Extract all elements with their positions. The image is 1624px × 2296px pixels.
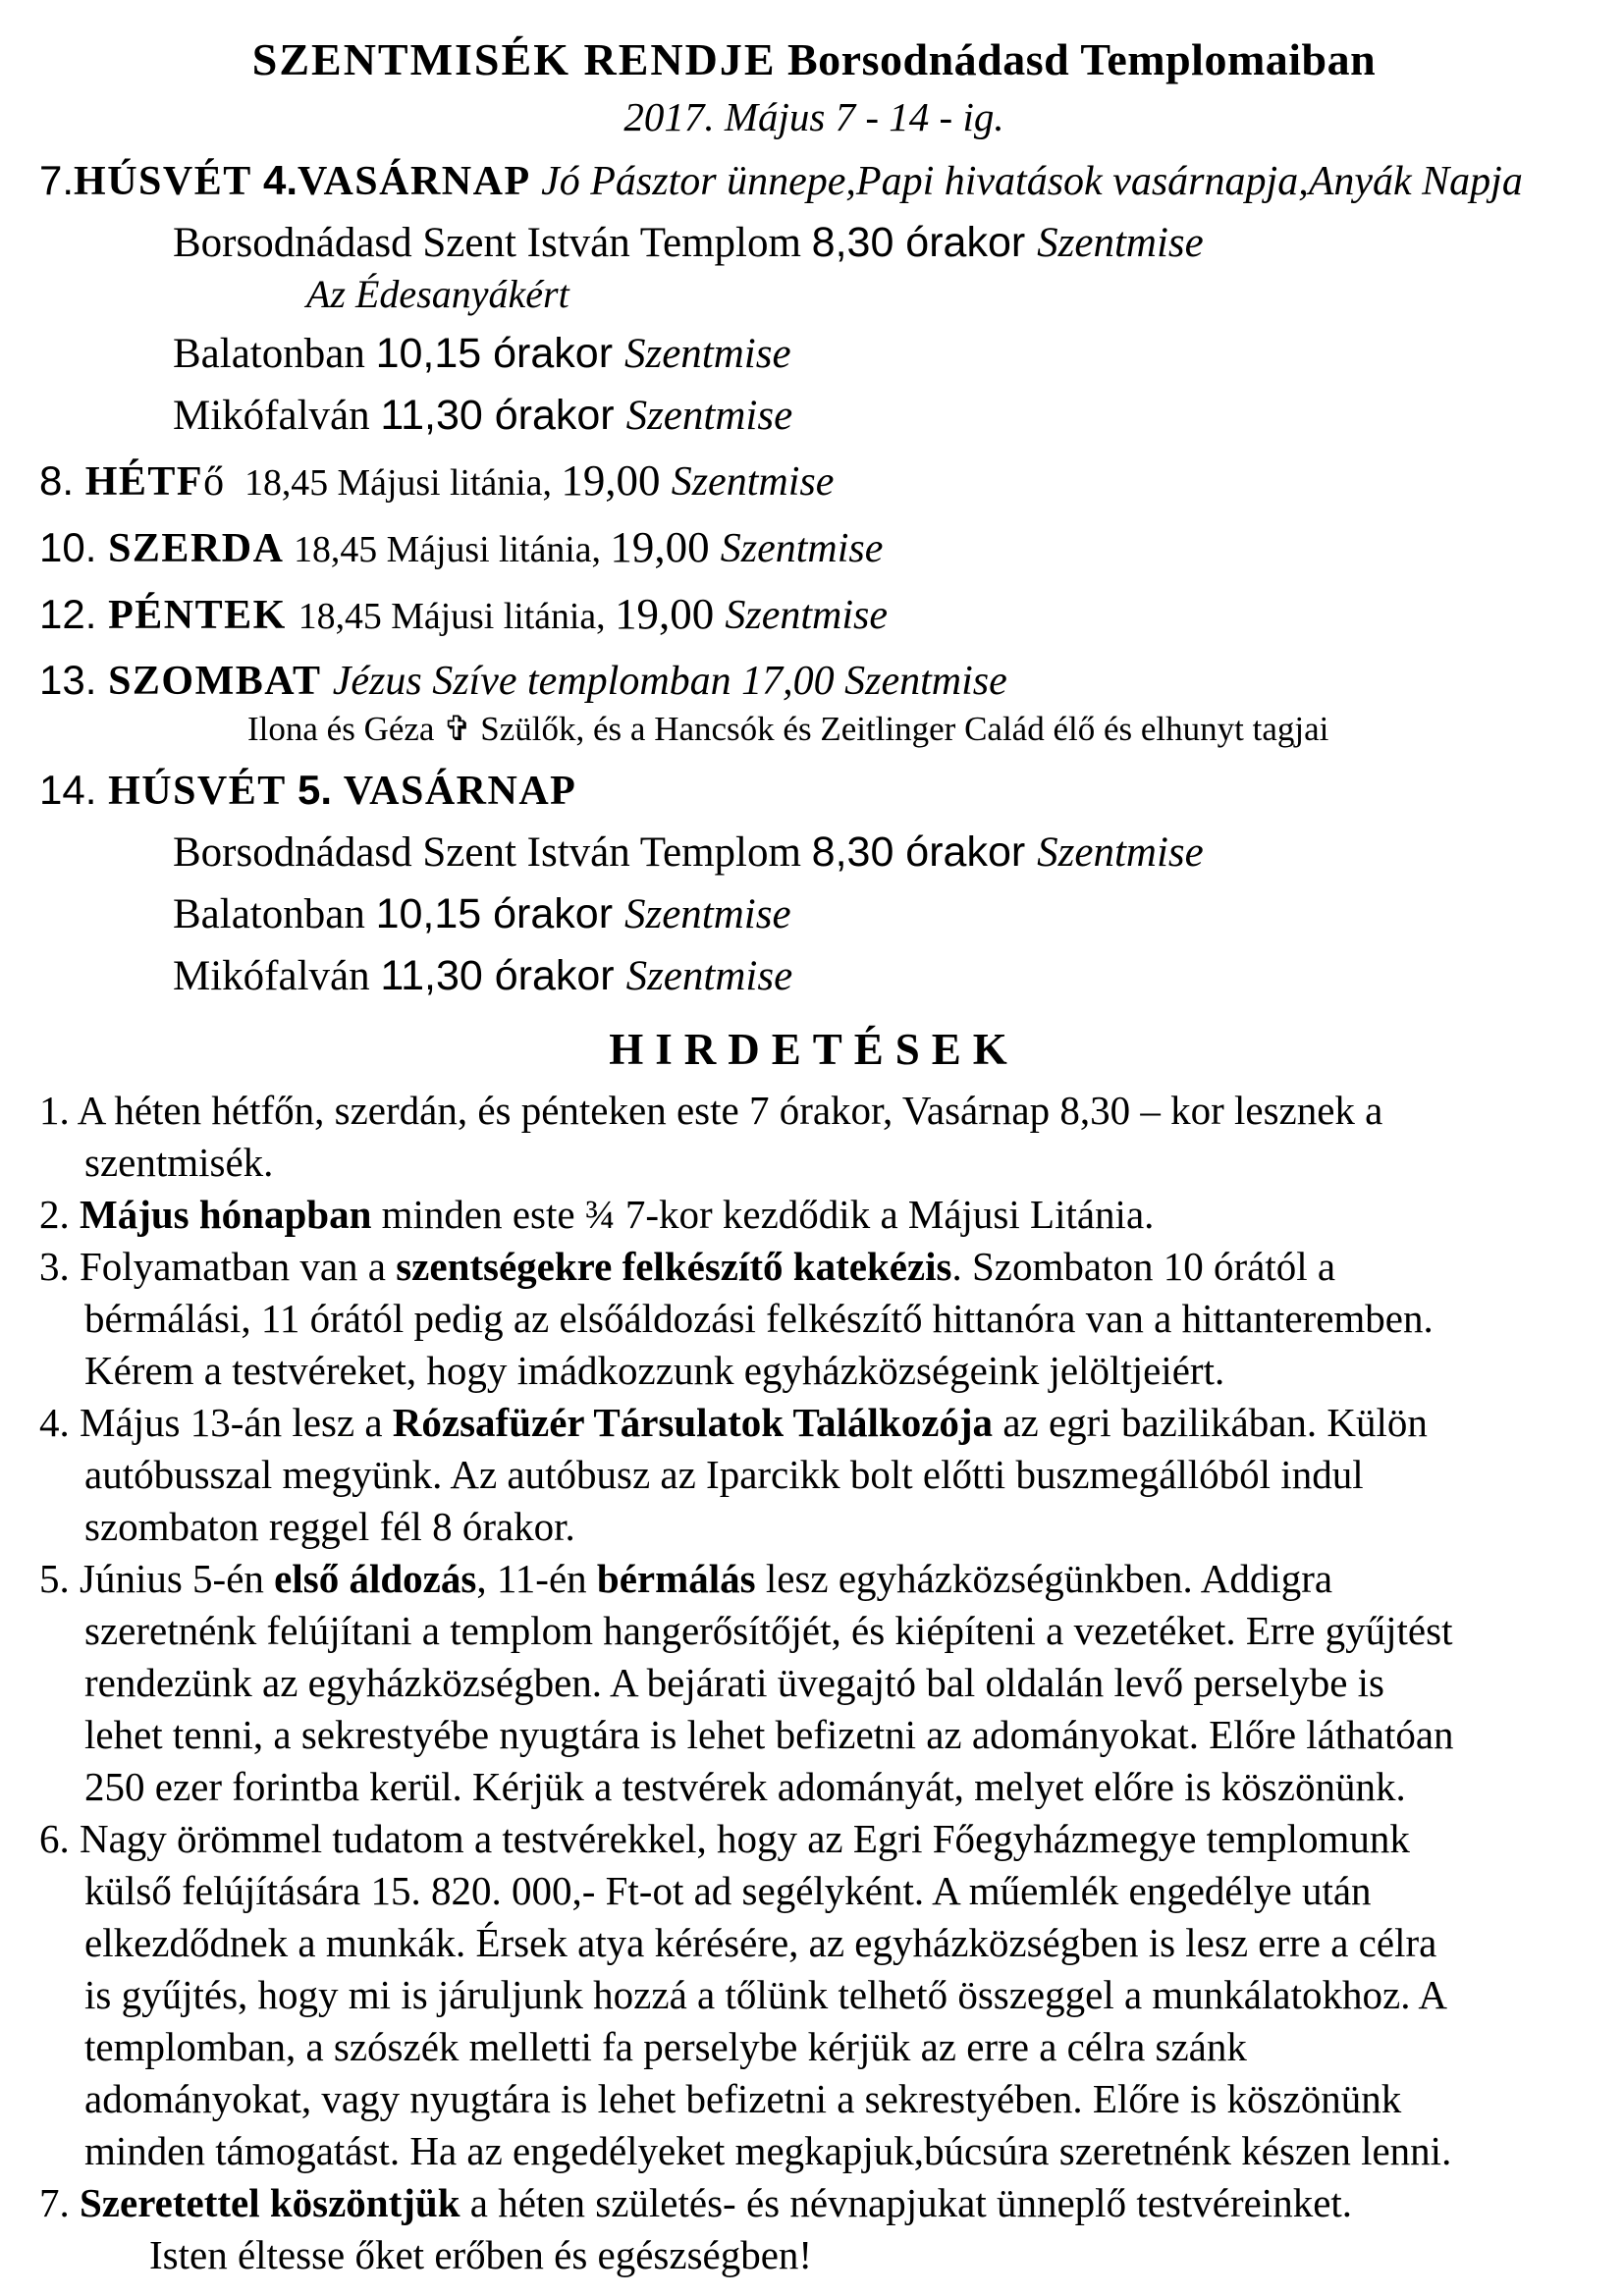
text-segment: minden este ¾ 7-kor kezdődik a Májusi Litánia. [371, 1192, 1155, 1237]
text-segment: , 11-én [476, 1556, 597, 1601]
text-segment: 10. [39, 524, 109, 570]
text-segment: VASÁRNAP [343, 769, 577, 814]
text-segment: SZOMBAT [108, 659, 333, 704]
text-segment: 7. [39, 157, 75, 203]
text-segment: ✞ [443, 710, 472, 749]
text-segment: Jézus Szíve templomban 17,00 Szentmise [332, 659, 1007, 704]
text-segment: 8. [39, 457, 85, 504]
text-segment: 1. A héten hétfőn, szerdán, és pénteken este 7 órakor, Vasárnap 8,30 – kor lesznek a [39, 1088, 1383, 1133]
text-segment: autóbusszal megyünk. Az autóbusz az Iparcikk bolt előtti buszmegállóból indul [84, 1452, 1364, 1497]
schedule-line [173, 219, 1589, 267]
text-segment: 6. Nagy örömmel tudatom a testvérekkel, hogy az Egri Főegyházmegye templomunk [39, 1816, 1410, 1861]
title-main: SZENTMISÉK RENDJE [251, 34, 777, 84]
text-segment: Szentmise [671, 459, 835, 505]
announcement-line [84, 1969, 1589, 2021]
schedule-line [39, 456, 1589, 507]
text-segment: Ilona és Géza [247, 710, 444, 748]
text-segment: 19,00 [615, 589, 726, 638]
text-segment: HÚSVÉT [108, 769, 298, 814]
text-segment: szentségekre felkészítő katekézis [396, 1244, 952, 1289]
text-segment: Balatonban [173, 891, 376, 937]
text-segment: az egri bazilikában. Külön [993, 1400, 1428, 1445]
text-segment: Borsodnádasd Szent István Templom [173, 220, 812, 266]
schedule-line [173, 828, 1589, 877]
schedule-line [173, 392, 1589, 440]
schedule-line [247, 709, 1589, 750]
text-segment: PÉNTEK [108, 593, 298, 638]
announcement-line [84, 1709, 1589, 1761]
text-segment: 4. [263, 157, 298, 203]
text-segment: 8,30 órakor [811, 828, 1038, 876]
text-segment: Balatonban [173, 331, 376, 377]
schedule-line [39, 523, 1589, 573]
text-segment: lehet tenni, a sekrestyébe nyugtára is lehet befizetni az adományokat. Előre láthatóan [84, 1712, 1454, 1757]
announcement-line [39, 1241, 1589, 1293]
text-segment: 4. Május 13-án lesz a [39, 1400, 393, 1445]
announcement-line [39, 1553, 1589, 1605]
text-segment: 18,45 Májusi litánia, [244, 462, 562, 504]
text-segment: Kérem a testvéreket, hogy imádkozzunk egyházközségeink jelöltjeiért. [84, 1348, 1225, 1393]
text-segment: Szentmise [725, 593, 889, 638]
announcements-list [39, 1085, 1589, 2281]
schedule-line [39, 767, 1589, 815]
announcement-line [84, 1657, 1589, 1709]
text-segment: Rózsafüzér Társulatok Találkozója [392, 1400, 994, 1445]
text-segment: adományokat, vagy nyugtára is lehet befizetni a sekrestyében. Előre is köszönünk [84, 2076, 1402, 2121]
schedule-line [173, 330, 1589, 378]
announcement-line [84, 1761, 1589, 1813]
schedule-line [173, 890, 1589, 938]
text-segment: Május hónapban [80, 1192, 372, 1237]
text-segment: 12. [39, 591, 109, 637]
announcement-line [39, 2177, 1589, 2229]
text-segment: Mikófalván [173, 393, 381, 439]
text-segment: 11,30 órakor [380, 952, 626, 999]
text-segment: elkezdődnek a munkák. Érsek atya kérésére, az egyházközségben is lesz erre a célra [84, 1920, 1437, 1965]
text-segment: Szülők, és a Hancsók és Zeitlinger Calád élő és elhunyt tagjai [471, 710, 1329, 748]
text-segment: a héten születés- és névnapjukat ünneplő testvéreinket. [460, 2180, 1353, 2225]
announcement-line [84, 1345, 1589, 1397]
text-segment: Szentmise [720, 526, 884, 571]
mass-schedule [39, 157, 1589, 1000]
announcement-line [84, 1605, 1589, 1657]
text-segment: bérmálás [596, 1556, 756, 1601]
text-segment: szentmisék. [84, 1140, 274, 1185]
text-segment: 7. [39, 2180, 80, 2225]
text-segment: külső felújítására 15. 820. 000,- Ft-ot ad segélyként. A műemlék engedélye után [84, 1868, 1372, 1913]
text-segment: Szentmise [1037, 829, 1204, 876]
text-segment: Szentmise [623, 891, 791, 937]
schedule-line [39, 590, 1589, 640]
text-segment: Borsodnádasd Szent István Templom [173, 829, 812, 876]
announcement-line [84, 2073, 1589, 2125]
announcement-line [84, 1501, 1589, 1553]
text-segment: rendezünk az egyházközségben. A bejárati üvegajtó bal oldalán levő perselybe is [84, 1660, 1385, 1705]
title-location: Borsodnádasd Templomaiban [787, 34, 1377, 84]
text-segment: szeretnénk felújítani a templom hangerősítőjét, és kiépíteni a vezetéket. Erre gyűjtést [84, 1608, 1453, 1653]
text-segment: Szentmise [623, 331, 791, 377]
text-segment: Szentmise [625, 953, 793, 999]
text-segment: 11,30 órakor [380, 392, 626, 439]
text-segment: Szentmise [625, 393, 793, 439]
announcement-line [84, 1449, 1589, 1501]
schedule-line [173, 952, 1589, 1000]
text-segment: 19,00 [561, 455, 672, 505]
text-segment: Szentmise [1037, 220, 1204, 266]
announcement-line [84, 1865, 1589, 1917]
schedule-line [306, 273, 1589, 316]
text-segment: templomban, a szószék melletti fa perselybe kérjük az erre a célra szánk [84, 2024, 1247, 2069]
text-segment: 10,15 órakor [375, 330, 624, 377]
text-segment: . Szombaton 10 órától a [951, 1244, 1336, 1289]
announcement-line [84, 1293, 1589, 1345]
announcement-line [39, 1397, 1589, 1449]
announcement-line [149, 2229, 1589, 2281]
text-segment: 19,00 [610, 522, 721, 571]
text-segment: 18,45 Májusi litánia, [298, 596, 616, 637]
announcement-line [84, 2021, 1589, 2073]
text-segment: 13. [39, 657, 109, 703]
text-segment: SZERDA [108, 526, 295, 571]
text-segment: 14. [39, 767, 109, 813]
schedule-line [39, 157, 1589, 205]
text-segment: minden támogatást. Ha az engedélyeket megkapjuk,búcsúra szeretnénk készen lenni. [84, 2128, 1452, 2173]
text-segment: HÉTF [84, 459, 204, 505]
text-segment: Mikófalván [173, 953, 381, 999]
announcement-line [84, 1137, 1589, 1189]
text-segment: 18,45 Májusi litánia, [294, 529, 611, 570]
announcements-heading: HIRDETÉSEK [609, 1025, 1019, 1074]
text-segment: Az Édesanyákért [306, 272, 569, 316]
schedule-line [39, 657, 1589, 705]
text-segment: Jó Pásztor ünnepe,Papi hivatások vasárnapja,Anyák Napja [530, 159, 1523, 204]
page-title [39, 33, 1589, 85]
announcement-line [84, 1917, 1589, 1969]
text-segment: első áldozás [274, 1556, 477, 1601]
text-segment: HÚSVÉT [74, 159, 263, 204]
text-segment: 10,15 órakor [375, 890, 624, 937]
text-segment: 5. [298, 767, 344, 813]
text-segment: Isten éltesse őket erőben és egészségben! [149, 2232, 813, 2277]
text-segment: Szeretettel köszöntjük [80, 2180, 460, 2225]
text-segment: is gyűjtés, hogy mi is járuljunk hozzá a tőlünk telhető összeggel a munkálatokhoz. A [84, 1972, 1448, 2017]
text-segment: szombaton reggel fél 8 órakor. [84, 1504, 575, 1549]
text-segment: VASÁRNAP [298, 159, 531, 204]
announcement-line [84, 2125, 1589, 2177]
announcement-line [39, 1189, 1589, 1241]
announcement-line [39, 1813, 1589, 1865]
text-segment: 3. Folyamatban van a [39, 1244, 397, 1289]
text-segment: 2. [39, 1192, 80, 1237]
text-segment: bérmálási, 11 órától pedig az elsőáldozási felkészítő hittanóra van a hittanteremben. [84, 1296, 1434, 1341]
date-range: 2017. Május 7 - 14 - ig. [623, 94, 1004, 139]
text-segment: lesz egyházközségünkben. Addigra [755, 1556, 1333, 1601]
text-segment: 8,30 órakor [811, 219, 1038, 266]
announcement-line [39, 1085, 1589, 1137]
text-segment: 5. Június 5-én [39, 1556, 275, 1601]
text-segment: 250 ezer forintba kerül. Kérjük a testvérek adományát, melyet előre is köszönünk. [84, 1764, 1406, 1809]
text-segment: ő [203, 459, 245, 505]
